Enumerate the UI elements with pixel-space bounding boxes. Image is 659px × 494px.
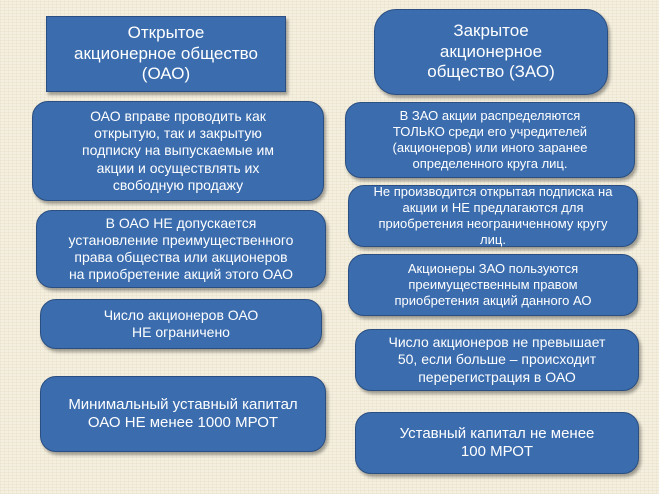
oao-item-2 <box>36 210 326 288</box>
zao-title: Закрытое акционерное общество (ЗАО) <box>427 20 555 82</box>
zao-item-5 <box>355 412 639 474</box>
oao-title: Открытое акционерное общество (ОАО) <box>74 22 258 84</box>
zao-item-3 <box>348 254 638 316</box>
zao-item-2-text: Не производится открытая подписка на акции и НЕ предлагаются для приобретения неограниченному кругу лиц. <box>373 184 613 247</box>
oao-item-2-text: В ОАО НЕ допускается установление преимущественного права общества или акционеров на приобретение акций этого ОАО <box>68 214 294 283</box>
zao-title-box <box>374 9 608 95</box>
zao-item-5-text: Уставный капитал не менее 100 МРОТ <box>399 424 595 460</box>
zao-item-2 <box>348 185 638 247</box>
oao-item-3-text: Число акционеров ОАО НЕ ограничено <box>103 306 259 340</box>
oao-item-1 <box>32 101 324 201</box>
oao-title-box <box>46 16 286 92</box>
zao-item-4 <box>355 329 639 391</box>
oao-item-4-text: Минимальный уставный капитал ОАО НЕ менее 1000 МРОТ <box>68 395 298 431</box>
zao-item-3-text: Акционеры ЗАО пользуются преимущественным правом приобретения акций данного АО <box>394 261 592 308</box>
zao-item-1 <box>345 102 635 178</box>
zao-item-4-text: Число акционеров не превышает 50, если больше – происходит перерегистрация в ОАО <box>388 334 606 385</box>
oao-item-4 <box>40 376 326 452</box>
oao-item-1-text: ОАО вправе проводить как открытую, так и закрытую подписку на выпускаемые им акции и осуществлять их свободную продажу <box>82 108 274 193</box>
oao-item-3 <box>40 299 322 349</box>
zao-item-1-text: В ЗАО акции распределяются ТОЛЬКО среди его учредителей (акционеров) или иного заранее определенного круга лиц. <box>392 108 588 171</box>
